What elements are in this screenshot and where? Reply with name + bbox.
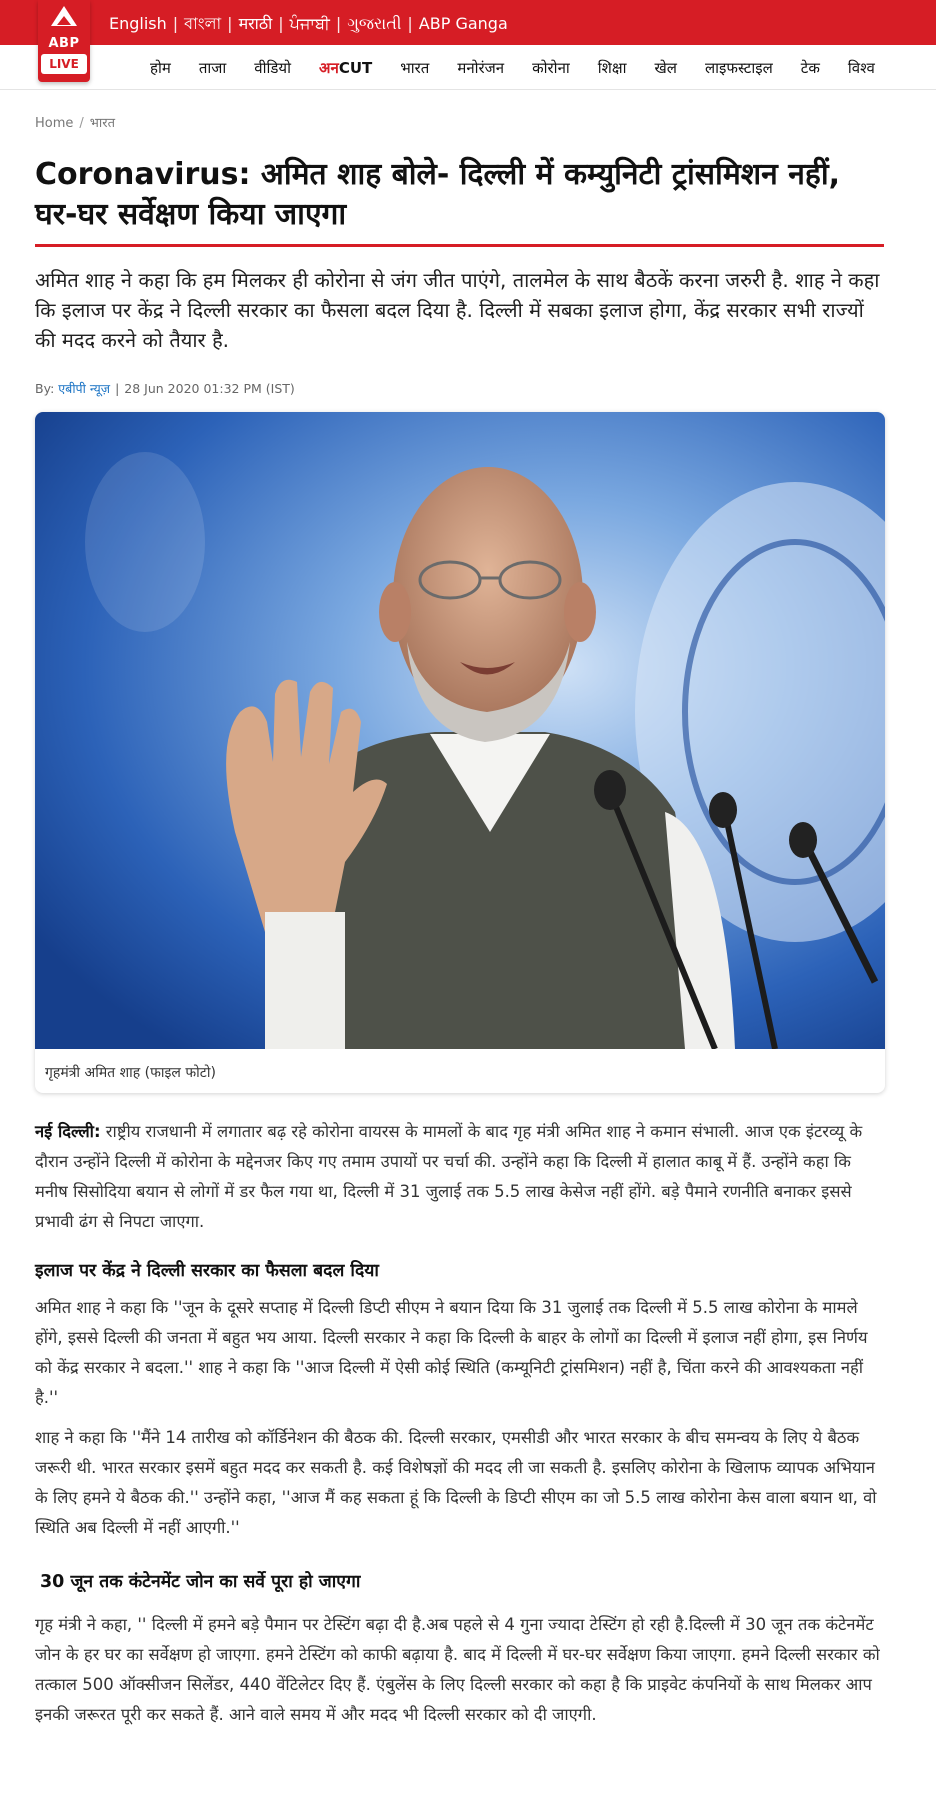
- lang-english[interactable]: English: [109, 14, 167, 33]
- nav-india[interactable]: भारत: [400, 59, 430, 77]
- logo-triangle-inner: [57, 16, 71, 25]
- nav-uncut-left: अन: [319, 59, 339, 77]
- article-paragraph-2: अमित शाह ने कहा कि ''जून के दूसरे सप्ताह में दिल्ली डिप्टी सीएम ने बयान दिया कि 31 जुलाई तक दिल्ली में 5.5 लाख कोरोना के मामले होंगे, इससे दिल्ली की जनता में बहुत भय आया. दिल्ली सरकार ने कहा कि दिल्ली के बाहर के लोगों का दिल्ली में इलाज नहीं होगा, इस निर्णय को केंद्र सरकार ने बदला.'' शाह ने कहा कि ''आज दिल्ली में ऐसी कोई स्थिति (कम्यूनिटी ट्रांसमिशन) नहीं है, चिंता करने की आवश्यकता नहीं है.'': [35, 1298, 868, 1407]
- author-link[interactable]: एबीपी न्यूज़: [58, 381, 111, 396]
- nav-latest[interactable]: ताजा: [198, 59, 227, 77]
- article-summary: अमित शाह ने कहा कि हम मिलकर ही कोरोना से जंग जीत पाएंगे, तालमेल के साथ बैठकें करना जरुरी है. शाह ने कहा कि इलाज पर केंद्र ने दिल्ली सरकार का फैसला बदल दिया है. दिल्ली में सबका इलाज होगा, केंद्र सरकार सभी राज्यों की मदद करने को तैयार है.: [35, 268, 880, 352]
- main-nav: [0, 45, 936, 90]
- article-paragraph-3: शाह ने कहा कि ''मैंने 14 तारीख को कॉर्डिनेशन की बैठक की. दिल्ली सरकार, एमसीडी और भारत सरकार के बीच समन्वय के लिए ये बैठक जरूरी थी. भारत सरकार इसमें बहुत मदद कर सकती है. कई विशेषज्ञों की मदद ली जा सकती है. इसलिए कोरोना के खिलाफ व्यापक अभियान के लिए हमने ये बैठक की.'' उन्होंने कहा, ''आज मैं कह सकता हूं कि दिल्ली के डिप्टी सीएम का जो 5.5 लाख कोरोना केस वाला बयान था, वो स्थिति अब दिल्ली में नहीं आएगी.'': [35, 1428, 877, 1537]
- nav-home[interactable]: होम: [150, 59, 171, 77]
- separator: |: [335, 14, 342, 33]
- lang-abp-ganga[interactable]: ABP Ganga: [418, 14, 508, 33]
- lang-punjabi[interactable]: ਪੰਜਾਬੀ: [289, 14, 330, 33]
- abp-live-logo[interactable]: [38, 0, 90, 82]
- subheading-1: इलाज पर केंद्र ने दिल्ली सरकार का फैसला बदल दिया: [35, 1261, 379, 1281]
- logo-abp-text: ABP: [48, 36, 80, 51]
- lang-bangla[interactable]: বাংলা: [184, 14, 222, 33]
- nav-video[interactable]: वीडियो: [254, 59, 292, 77]
- lang-gujarati[interactable]: ગુજરાતી: [347, 14, 402, 33]
- article-photo: [35, 412, 885, 1049]
- separator: |: [172, 14, 179, 33]
- separator: |: [278, 14, 284, 33]
- nav-corona[interactable]: कोरोना: [532, 59, 570, 77]
- subheading-2: 30 जून तक कंटेनमेंट जोन का सर्वे पूरा हो जाएगा: [40, 1572, 361, 1592]
- nav-world[interactable]: विश्व: [847, 59, 875, 77]
- article-headline: Coronavirus: अमित शाह बोले- दिल्ली में कम्युनिटी ट्रांसमिशन नहीं, घर-घर सर्वेक्षण किया जाएगा: [35, 157, 841, 232]
- breadcrumb-home[interactable]: Home: [35, 116, 74, 131]
- publish-datetime: 28 Jun 2020 01:32 PM (IST): [124, 381, 295, 396]
- nav-uncut-right: CUT: [338, 59, 373, 77]
- nav-education[interactable]: शिक्षा: [597, 59, 627, 77]
- article-dateline: नई दिल्ली:: [35, 1122, 101, 1141]
- headline-divider: [35, 244, 884, 247]
- breadcrumb-separator: /: [79, 116, 84, 131]
- byline-label: By:: [35, 381, 55, 396]
- paragraph-1-text: राष्ट्रीय राजधानी में लगातार बढ़ रहे कोरोना वायरस के मामलों के बाद गृह मंत्री अमित शाह ने कमान संभाली. आज एक इंटरव्यू के दौरान उन्होंने दिल्ली में कोरोना के मद्देनजर किए गए तमाम उपायों पर चर्चा की. उन्होंने कहा कि दिल्ली में हालात काबू में हैं. उन्होंने कहा कि मनीष सिसोदिया बयान से लोगों में डर फैल गया था, दिल्ली में 31 जुलाई तक 5.5 लाख केसेज नहीं होंगे. बड़े पैमाने रणनीति बनाकर इससे प्रभावी ढंग से निपटा जाएगा.: [35, 1122, 863, 1231]
- image-caption: गृहमंत्री अमित शाह (फाइल फोटो): [45, 1065, 216, 1081]
- article-figure: [35, 412, 885, 1093]
- separator: |: [407, 14, 413, 33]
- breadcrumb: [35, 113, 115, 131]
- lang-marathi[interactable]: मराठी: [238, 14, 273, 33]
- nav-lifestyle[interactable]: लाइफस्टाइल: [704, 59, 773, 77]
- article-paragraph-4: गृह मंत्री ने कहा, '' दिल्ली में हमने बड़े पैमान पर टेस्टिंग बढ़ा दी है.अब पहले से 4 गुना ज्यादा टेस्टिंग हो रही है.दिल्ली में 30 जून तक कंटेनमेंट जोन के हर घर का सर्वेक्षण हो जाएगा. हमने टेस्टिंग को काफी बढ़ाया है. बाद में दिल्ली में घर-घर सर्वेक्षण किया जाएगा. हमने दिल्ली सरकार को तत्काल 500 ऑक्सीजन सिलेंडर, 440 वेंटिलेटर दिए हैं. एंबुलेंस के लिए दिल्ली सरकार को कहा है कि प्राइवेट कंपनियों के साथ मिलकर आप इनकी जरूरत पूरी कर सकते हैं. आने वाले समय में और मदद भी दिल्ली सरकार को दी जाएगी.: [35, 1615, 880, 1724]
- top-language-bar: [0, 0, 936, 45]
- nav-sports[interactable]: खेल: [654, 59, 677, 77]
- article-paragraph-1: [35, 1117, 885, 1237]
- breadcrumb-section[interactable]: भारत: [89, 116, 116, 131]
- nav-tech[interactable]: टेक: [800, 59, 820, 77]
- logo-live-badge: LIVE: [41, 54, 87, 74]
- article-byline: [35, 380, 295, 397]
- nav-entertainment[interactable]: मनोरंजन: [457, 59, 505, 77]
- byline-separator: |: [115, 381, 120, 396]
- separator: |: [227, 14, 233, 33]
- nav-uncut[interactable]: [319, 58, 372, 78]
- language-switcher: [109, 11, 508, 38]
- nav-menu: [150, 58, 875, 78]
